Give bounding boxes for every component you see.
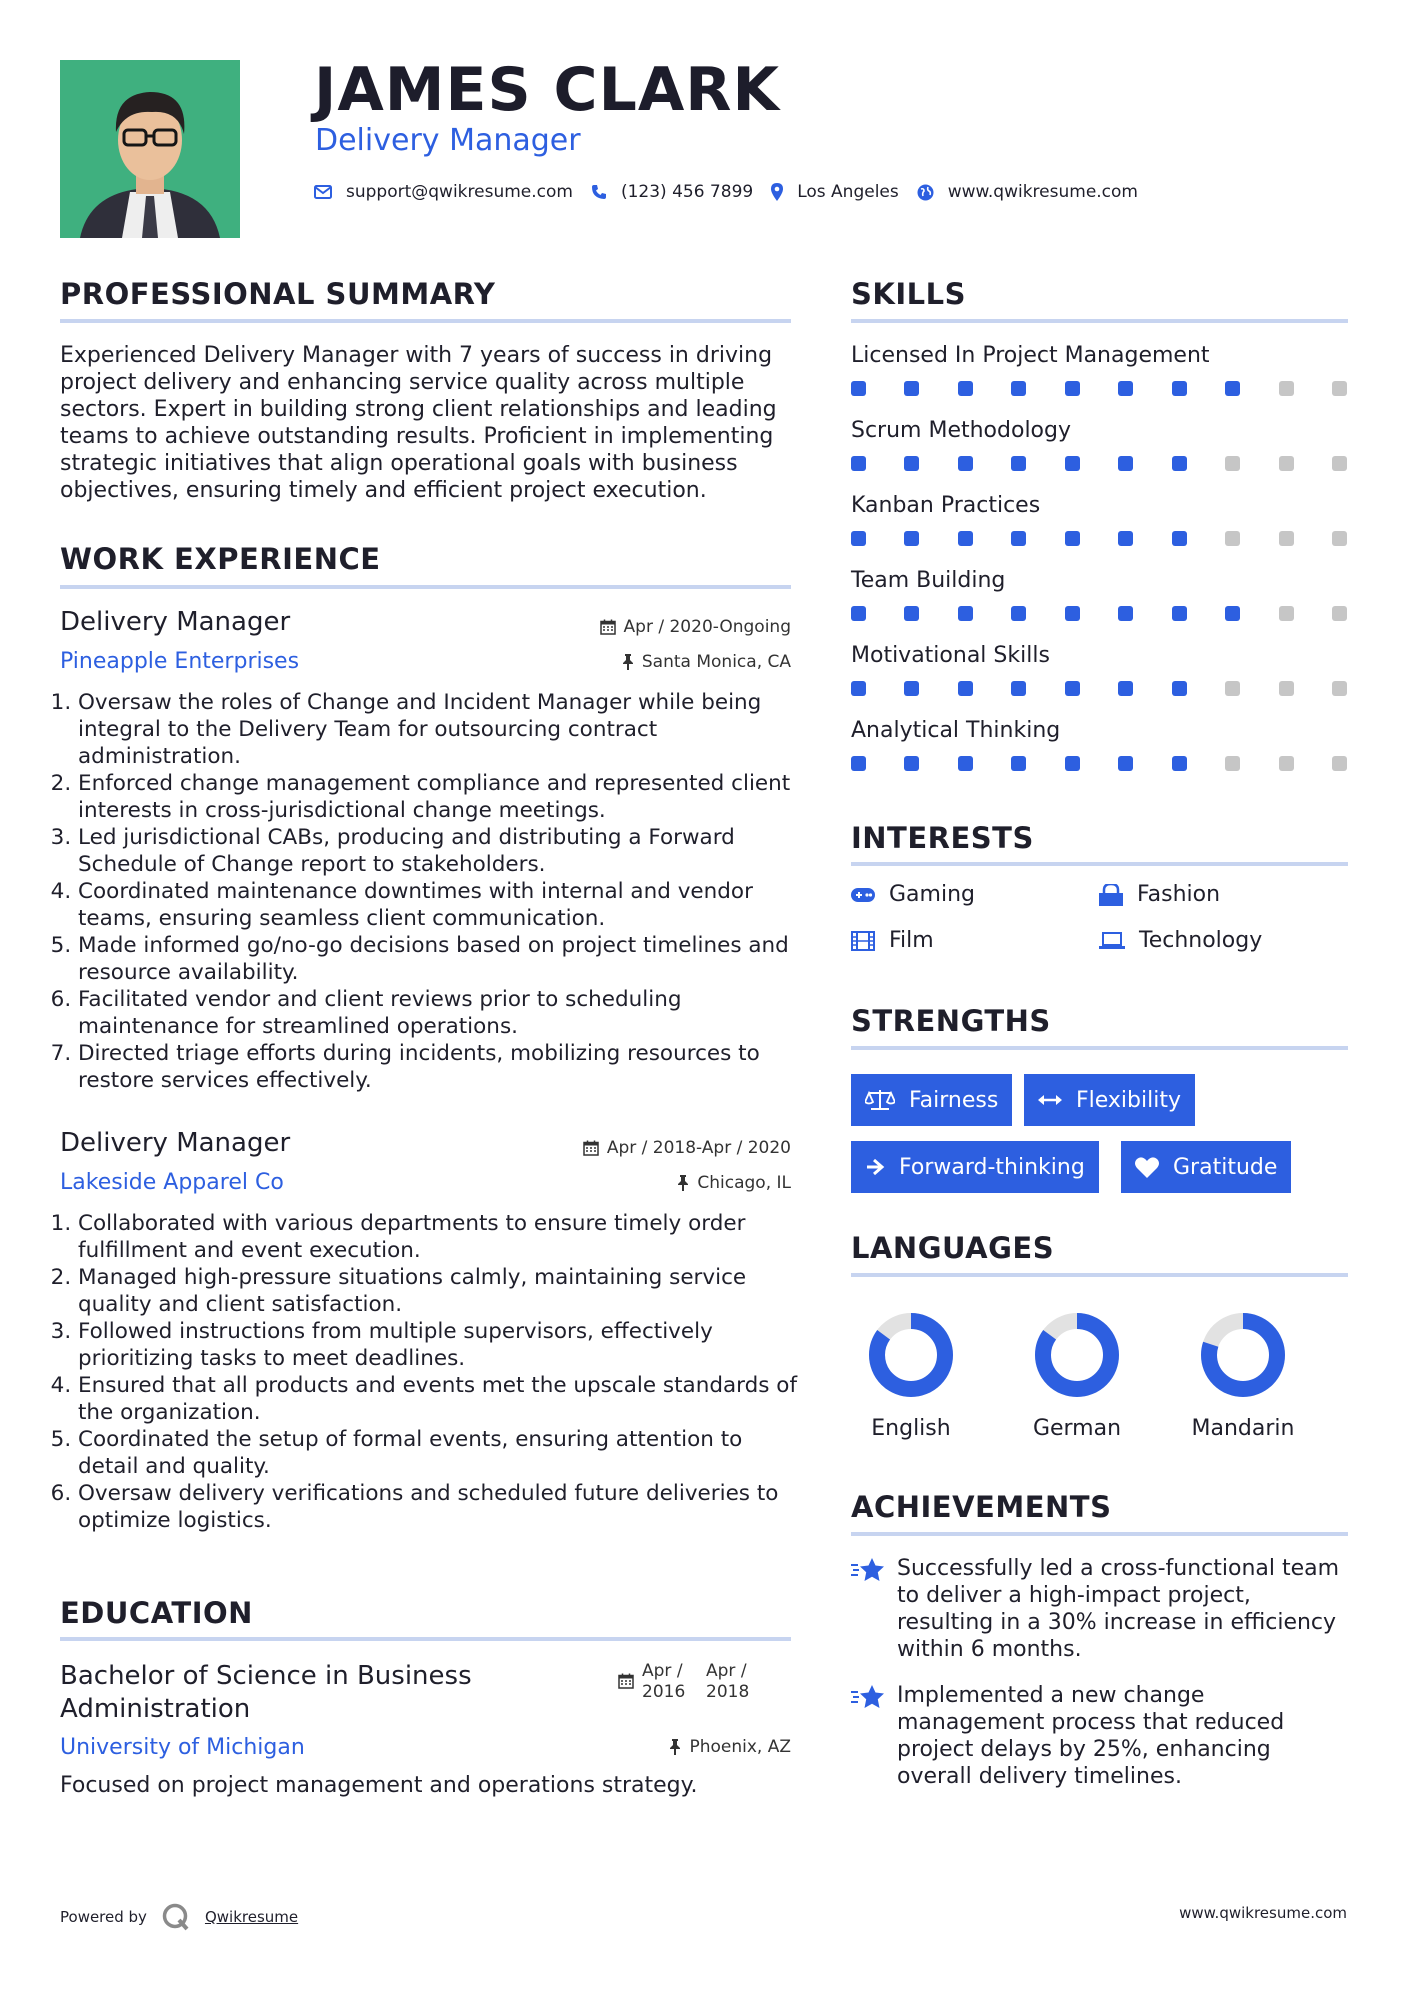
experience-heading: WORK EXPERIENCE (60, 542, 381, 576)
skill-dot-filled (1065, 456, 1080, 471)
skill-dot-empty (1279, 681, 1294, 696)
arrow-right-icon (865, 1157, 885, 1177)
skills-heading: SKILLS (851, 277, 966, 311)
skill-dot-filled (1011, 456, 1026, 471)
skill-dot-filled (1065, 531, 1080, 546)
skill-row (851, 717, 1348, 792)
education-start: Apr / 2016 (642, 1661, 686, 1702)
skill-name: Licensed In Project Management (851, 343, 1210, 368)
education-description: Focused on project management and operations strategy. (60, 1773, 698, 1798)
skill-dot-filled (1225, 606, 1240, 621)
education-location-text: Phoenix, AZ (689, 1737, 791, 1757)
skill-dot-filled (958, 681, 973, 696)
website-text: www.qwikresume.com (947, 182, 1138, 202)
skill-dot-filled (1118, 381, 1133, 396)
skill-dot-filled (1065, 606, 1080, 621)
skill-dot-empty (1332, 456, 1347, 471)
skill-rating (851, 456, 1347, 471)
skill-dot-filled (958, 381, 973, 396)
contact-website[interactable] (917, 182, 1138, 202)
achievement-text: Implemented a new change management process that reduced project delays by 25%, enhancing overall delivery timelines. (897, 1683, 1285, 1789)
strength-tag-forward-thinking (851, 1141, 1099, 1193)
summary-heading: PROFESSIONAL SUMMARY (60, 277, 496, 311)
duty-item: 1. Collaborated with various departments to ensure timely order fulfillment and event execution. (78, 1210, 800, 1264)
job-dates (600, 616, 791, 638)
job-dates (583, 1137, 791, 1159)
interest-label: Technology (1139, 928, 1263, 953)
skill-dot-filled (851, 456, 866, 471)
job-title: Delivery Manager (60, 1128, 291, 1158)
experience-divider (60, 585, 791, 589)
contact-bar (314, 178, 1156, 206)
heart-icon (1135, 1157, 1159, 1178)
skill-dot-filled (1011, 606, 1026, 621)
skills-divider (851, 319, 1348, 323)
interests-divider (851, 862, 1348, 866)
education-degree: Bachelor of Science in Business Administration (60, 1661, 472, 1724)
summary-text: Experienced Delivery Manager with 7 years of success in driving project delivery and enhancing service quality across multiple sectors. Expert in building strong client relationships and leading teams to achieve outstanding results. Proficient in implementing strategic initiatives that align operational goals with business objectives, ensuring timely and efficient project execution. (60, 343, 777, 503)
language-name: German (1032, 1416, 1122, 1441)
interest-label: Fashion (1137, 882, 1221, 907)
skill-dot-filled (958, 531, 973, 546)
profile-photo (60, 60, 240, 238)
pushpin-icon (677, 1175, 689, 1191)
skill-dot-filled (1011, 756, 1026, 771)
skill-dot-filled (1225, 381, 1240, 396)
duty-item: 3. Led jurisdictional CABs, producing and distributing a Forward Schedule of Change report to stakeholders. (78, 824, 800, 878)
film-icon (851, 931, 875, 951)
skill-dot-filled (851, 381, 866, 396)
avatar-illustration (60, 60, 240, 238)
skill-dot-empty (1279, 381, 1294, 396)
email-text: support@qwikresume.com (346, 182, 573, 202)
job-dates-text: Apr / 2018-Apr / 2020 (606, 1138, 791, 1158)
calendar-icon (600, 619, 616, 635)
job-company: Lakeside Apparel Co (60, 1170, 284, 1195)
achievement-text: Successfully led a cross-functional team to deliver a high-impact project, resulting in a 30% increase in efficiency within 6 months. (897, 1556, 1340, 1662)
interest-gaming (851, 882, 975, 907)
duty-item: 6. Facilitated vendor and client reviews prior to scheduling maintenance for streamlined operations. (78, 986, 800, 1040)
strengths-divider (851, 1046, 1348, 1050)
skill-dot-filled (904, 531, 919, 546)
skill-dot-filled (958, 756, 973, 771)
languages-list (826, 1310, 1346, 1450)
skill-dot-filled (1172, 756, 1187, 771)
phone-text: (123) 456 7899 (620, 182, 754, 202)
duty-item: 6. Oversaw delivery verifications and scheduled future deliveries to optimize logistics. (78, 1480, 800, 1534)
duty-item: 7. Directed triage efforts during incidents, mobilizing resources to restore services effectively. (78, 1040, 800, 1094)
skill-dot-empty (1332, 756, 1347, 771)
skill-dot-empty (1279, 606, 1294, 621)
contact-email[interactable] (314, 182, 573, 202)
location-text: Los Angeles (797, 182, 899, 202)
skill-dot-filled (1065, 681, 1080, 696)
duties-list (60, 1210, 800, 1534)
skill-dot-empty (1225, 756, 1240, 771)
skill-dot-empty (1279, 531, 1294, 546)
pushpin-icon (669, 1739, 681, 1755)
skill-rating (851, 606, 1347, 621)
skill-dot-filled (851, 756, 866, 771)
interest-fashion (1099, 882, 1220, 907)
skill-dot-filled (1011, 531, 1026, 546)
duty-item: 4. Coordinated maintenance downtimes with internal and vendor teams, ensuring seamless client communication. (78, 878, 800, 932)
languages-heading: LANGUAGES (851, 1231, 1055, 1265)
shopping-bag-icon (1099, 884, 1123, 906)
skill-row (851, 342, 1348, 417)
skill-dot-filled (1172, 606, 1187, 621)
duties-list (60, 689, 800, 1094)
star-badge-icon (851, 1557, 885, 1583)
skill-rating (851, 531, 1347, 546)
skill-dot-filled (904, 681, 919, 696)
job-dates-text: Apr / 2020-Ongoing (623, 617, 791, 637)
skill-name: Motivational Skills (851, 643, 1050, 668)
duty-item: 3. Followed instructions from multiple supervisors, effectively prioritizing tasks to meet deadlines. (78, 1318, 800, 1372)
strength-label: Gratitude (1173, 1154, 1278, 1180)
skill-dot-filled (1065, 381, 1080, 396)
job-duties (60, 689, 800, 1094)
skill-dot-empty (1225, 456, 1240, 471)
education-dates (618, 1661, 758, 1703)
education-heading: EDUCATION (60, 1596, 253, 1630)
duty-item: 5. Coordinated the setup of formal events, ensuring attention to detail and quality. (78, 1426, 800, 1480)
skill-dot-filled (1172, 681, 1187, 696)
envelope-icon (314, 185, 332, 199)
contact-phone[interactable] (591, 182, 753, 202)
job-location-text: Chicago, IL (697, 1173, 791, 1193)
powered-by-label: Powered by (60, 1908, 147, 1926)
duty-item: 4. Ensured that all products and events met the upscale standards of the organization. (78, 1372, 800, 1426)
duty-item: 2. Managed high-pressure situations calmly, maintaining service quality and client satisfaction. (78, 1264, 800, 1318)
skill-dot-filled (851, 681, 866, 696)
job-company: Pineapple Enterprises (60, 649, 300, 674)
strength-tag-gratitude (1121, 1141, 1291, 1193)
skill-dot-empty (1225, 681, 1240, 696)
achievement-item (851, 1682, 1351, 1790)
contact-location (771, 182, 899, 202)
globe-icon (917, 184, 934, 201)
job-location (677, 1172, 791, 1194)
duty-item: 5. Made informed go/no-go decisions based on project timelines and resource availability. (78, 932, 800, 986)
candidate-title: Delivery Manager (315, 123, 581, 158)
interest-label: Film (889, 928, 934, 953)
skill-dot-empty (1225, 531, 1240, 546)
balance-scale-icon (865, 1088, 895, 1112)
skill-dot-filled (1011, 381, 1026, 396)
strengths-heading: STRENGTHS (851, 1004, 1051, 1038)
skill-dot-filled (904, 381, 919, 396)
skill-row (851, 642, 1348, 717)
qwikresume-link[interactable]: Qwikresume (204, 1908, 299, 1926)
language-item (826, 1310, 996, 1441)
language-item (1158, 1310, 1328, 1441)
skill-dot-filled (958, 456, 973, 471)
skill-dot-filled (1172, 456, 1187, 471)
education-end: Apr / 2018 (706, 1661, 750, 1702)
language-proficiency-ring (992, 1310, 1162, 1400)
skill-dot-filled (1011, 681, 1026, 696)
strength-tag-flexibility (1024, 1074, 1195, 1126)
calendar-icon (583, 1140, 599, 1156)
achievements-divider (851, 1532, 1348, 1536)
language-name: Mandarin (1191, 1416, 1295, 1441)
skill-rating (851, 681, 1347, 696)
job-title: Delivery Manager (60, 607, 291, 637)
skill-dot-filled (851, 606, 866, 621)
strength-label: Fairness (909, 1087, 999, 1113)
strength-label: Flexibility (1076, 1087, 1181, 1113)
skill-dot-empty (1332, 681, 1347, 696)
skill-row (851, 492, 1348, 567)
skill-dot-empty (1332, 381, 1347, 396)
languages-divider (851, 1273, 1348, 1277)
skill-dot-filled (1118, 756, 1133, 771)
skill-rating (851, 756, 1347, 771)
education-location (669, 1736, 791, 1758)
language-item (992, 1310, 1162, 1441)
education-divider (60, 1637, 791, 1641)
skill-dot-filled (1118, 531, 1133, 546)
achievement-item (851, 1555, 1351, 1663)
footer-branding (60, 1902, 298, 1932)
job-duties (60, 1210, 800, 1534)
skill-dot-filled (904, 756, 919, 771)
strength-tag-fairness (851, 1074, 1012, 1126)
map-pin-icon (771, 183, 783, 201)
skill-dot-empty (1279, 756, 1294, 771)
skill-dot-empty (1332, 606, 1347, 621)
candidate-name: JAMES CLARK (314, 55, 780, 125)
job-location-text: Santa Monica, CA (641, 652, 791, 672)
arrows-horizontal-icon (1038, 1093, 1062, 1107)
skill-name: Kanban Practices (851, 493, 1041, 518)
skill-name: Scrum Methodology (851, 418, 1071, 443)
skill-dot-filled (851, 531, 866, 546)
interest-label: Gaming (889, 882, 975, 907)
interest-film (851, 928, 934, 953)
pushpin-icon (622, 654, 634, 670)
language-proficiency-ring (1158, 1310, 1328, 1400)
skill-dot-empty (1332, 531, 1347, 546)
laptop-icon (1099, 932, 1125, 950)
skill-dot-filled (1065, 756, 1080, 771)
achievements-heading: ACHIEVEMENTS (851, 1490, 1112, 1524)
star-badge-icon (851, 1684, 885, 1710)
skill-rating (851, 381, 1347, 396)
interests-heading: INTERESTS (851, 821, 1034, 855)
skill-dot-filled (904, 606, 919, 621)
skill-dot-filled (958, 606, 973, 621)
strength-label: Forward-thinking (899, 1154, 1085, 1180)
skill-row (851, 567, 1348, 642)
gamepad-icon (851, 887, 875, 903)
education-school: University of Michigan (60, 1735, 305, 1760)
duty-item: 1. Oversaw the roles of Change and Incident Manager while being integral to the Delivery Team for outsourcing contract administration. (78, 689, 800, 770)
skill-dot-empty (1279, 456, 1294, 471)
interest-technology (1099, 928, 1262, 953)
phone-icon (591, 184, 607, 200)
skill-dot-filled (1172, 531, 1187, 546)
skill-row (851, 417, 1348, 492)
skill-name: Team Building (851, 568, 1006, 593)
job-location (622, 651, 791, 673)
skill-dot-filled (1172, 381, 1187, 396)
skill-dot-filled (1118, 606, 1133, 621)
language-name: English (871, 1416, 951, 1441)
duty-item: 2. Enforced change management compliance and represented client interests in cross-jurisdictional change meetings. (78, 770, 800, 824)
summary-divider (60, 319, 791, 323)
skill-dot-filled (1118, 456, 1133, 471)
qwikresume-logo-icon (161, 1902, 191, 1932)
skill-dot-filled (1118, 681, 1133, 696)
skill-name: Analytical Thinking (851, 718, 1061, 743)
calendar-icon (618, 1673, 634, 1689)
skills-list (851, 342, 1348, 792)
footer-website[interactable]: www.qwikresume.com (1179, 1904, 1347, 1922)
skill-dot-filled (904, 456, 919, 471)
language-proficiency-ring (826, 1310, 996, 1400)
